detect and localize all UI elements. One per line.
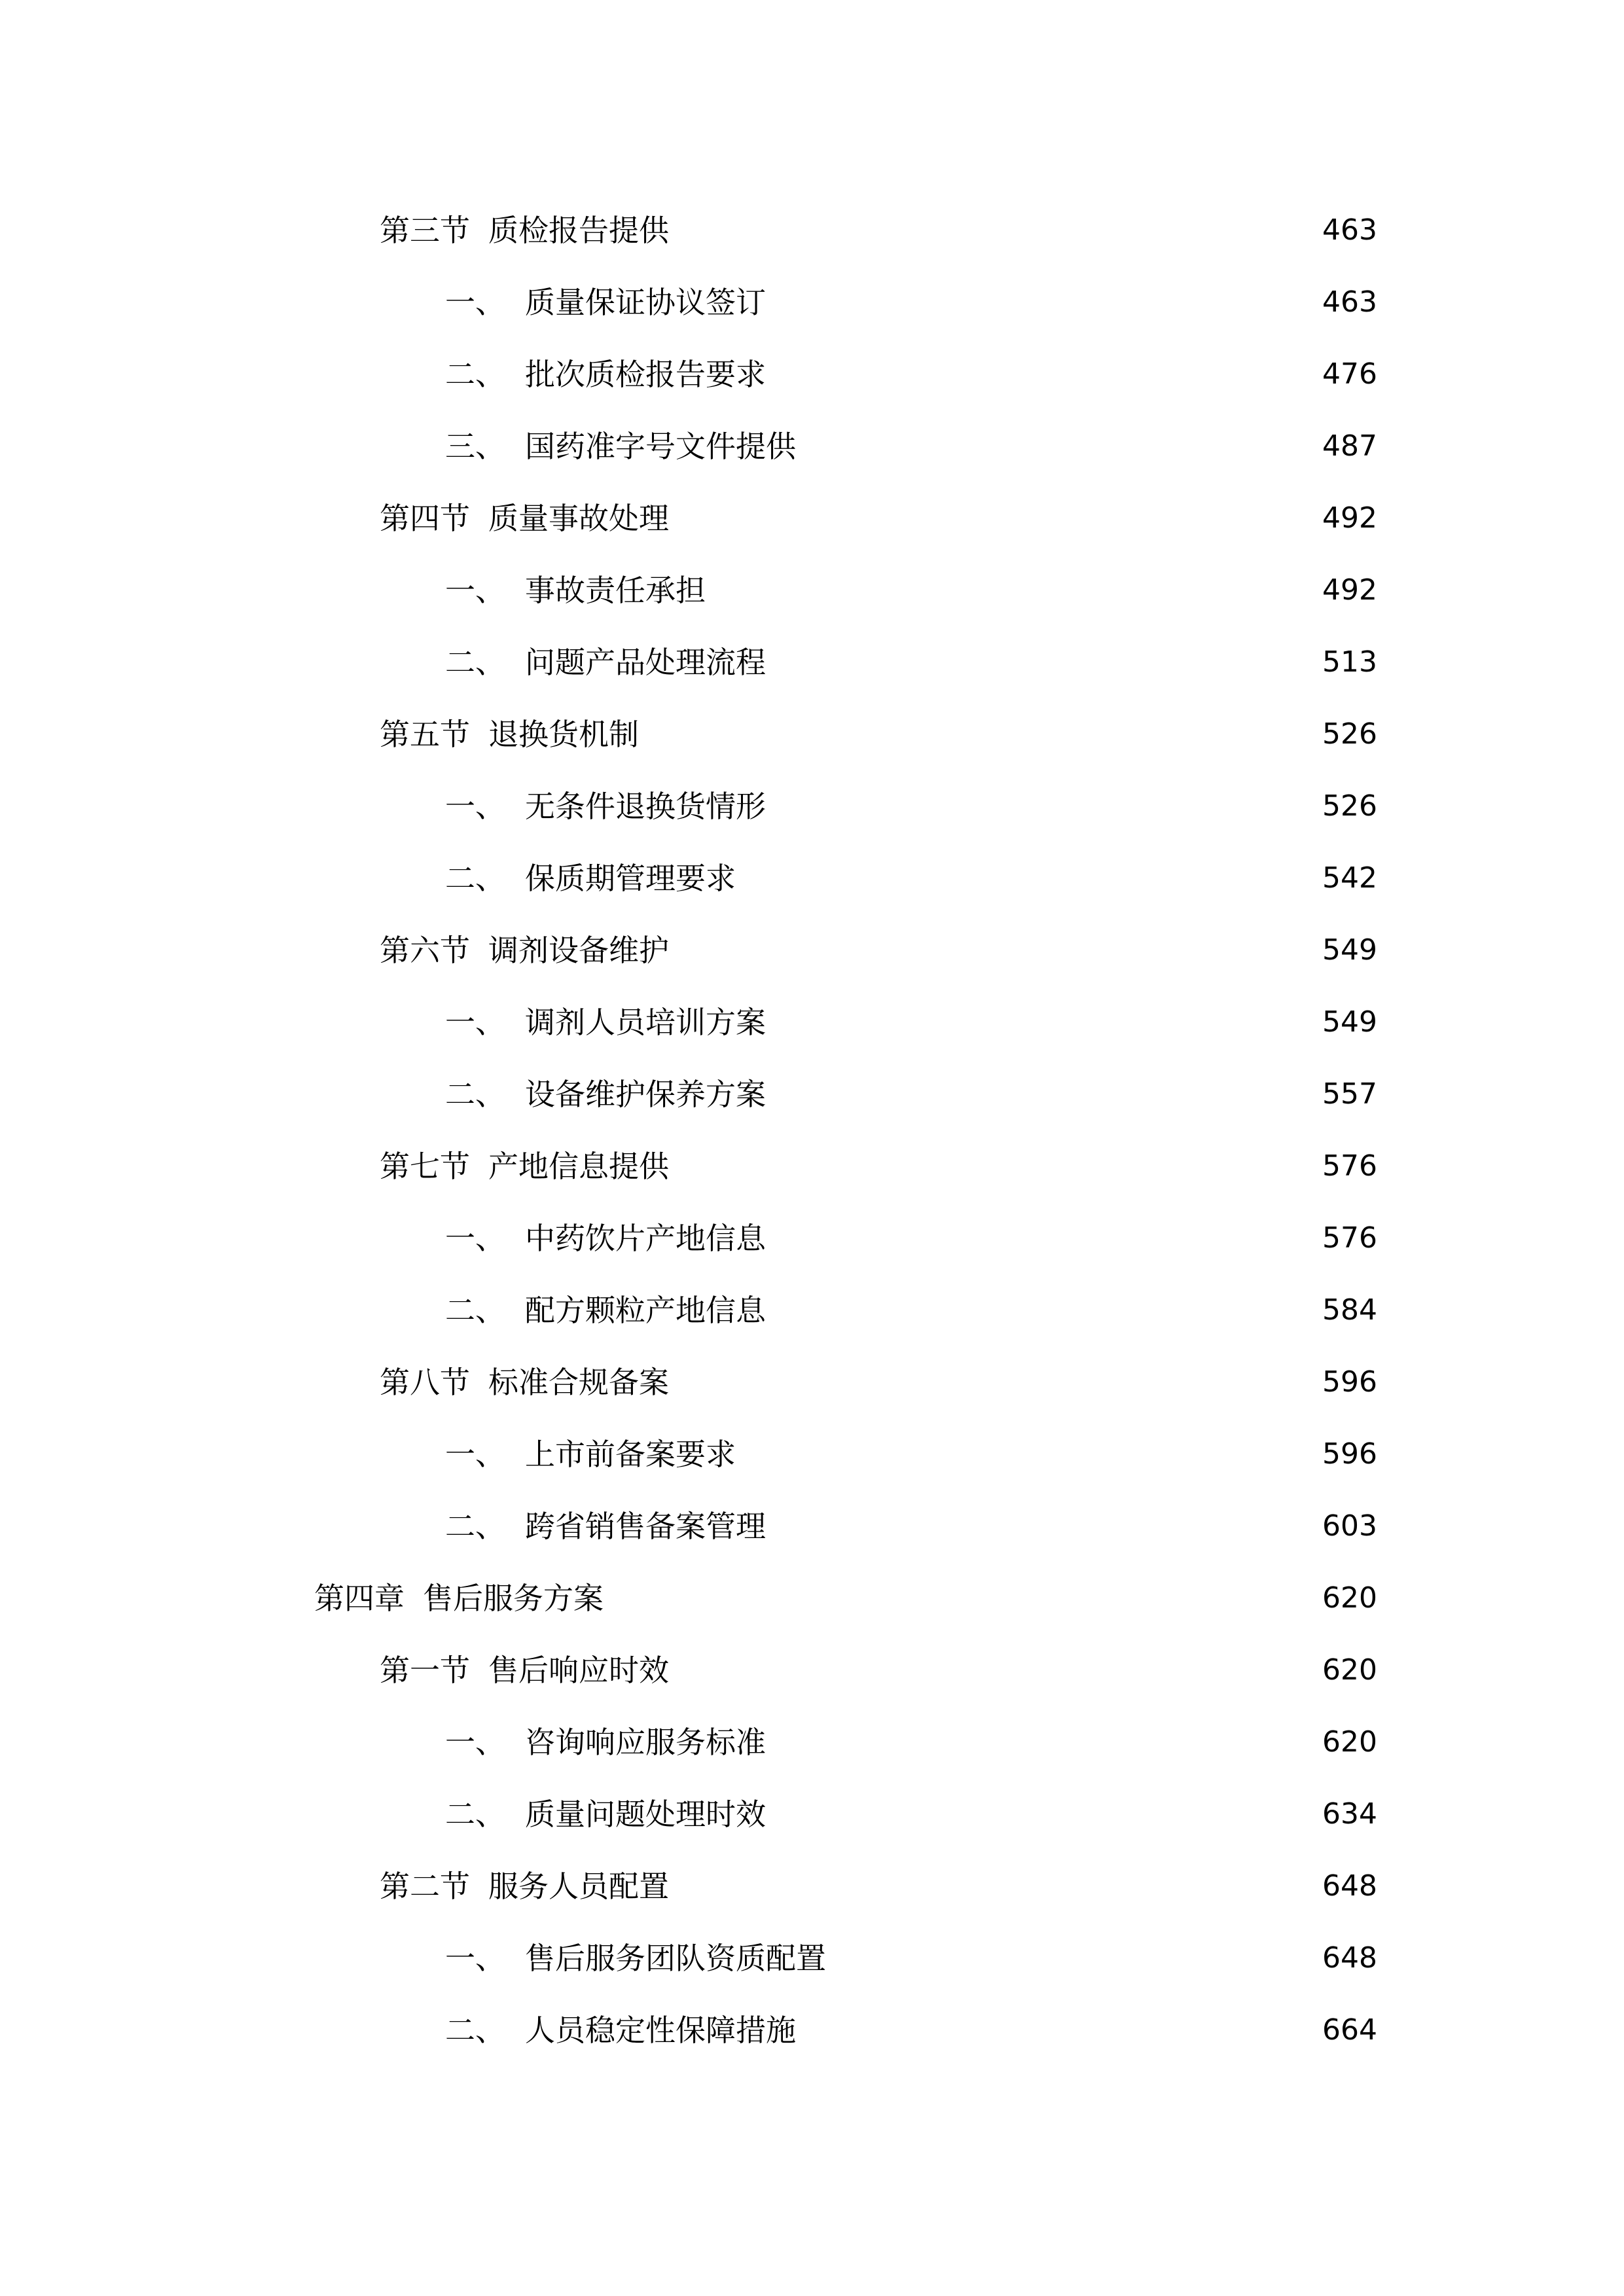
toc-entry-number: 一、 (445, 1437, 505, 1472)
toc-entry-title: 质检报告提供 (488, 213, 669, 248)
toc-entry-page: 648 (1322, 1941, 1377, 1975)
toc-entry-page: 463 (1322, 285, 1377, 319)
table-of-contents (0, 194, 1624, 2066)
dot-leader (778, 355, 1306, 394)
toc-entry-number: 第二节 (380, 1869, 470, 1904)
toc-entry-number: 二、 (445, 1293, 505, 1328)
toc-entry-page: 584 (1322, 1293, 1377, 1327)
dot-leader (778, 1075, 1306, 1114)
toc-entry-number: 二、 (445, 1509, 505, 1544)
toc-entry-title: 批次质检报告要求 (525, 357, 766, 392)
dot-leader (681, 499, 1306, 538)
toc-entry-section[interactable] (0, 194, 1624, 266)
dot-leader (778, 1219, 1306, 1258)
toc-entry-page: 463 (1322, 213, 1377, 247)
toc-entry-page: 526 (1322, 789, 1377, 823)
dot-leader (778, 643, 1306, 682)
toc-entry-page: 549 (1322, 933, 1377, 967)
toc-entry-title: 售后服务团队资质配置 (525, 1941, 826, 1976)
toc-entry-title: 售后响应时效 (488, 1653, 669, 1688)
toc-entry-number: 第七节 (380, 1149, 470, 1184)
toc-entry-title: 上市前备案要求 (525, 1437, 736, 1472)
toc-entry-title: 问题产品处理流程 (525, 645, 766, 680)
toc-entry-title: 调剂设备维护 (488, 933, 669, 968)
toc-entry-number: 第六节 (380, 933, 470, 968)
toc-entry-subsection[interactable] (0, 770, 1624, 842)
toc-entry-section[interactable] (0, 1850, 1624, 1922)
toc-entry-number: 二、 (445, 357, 505, 392)
toc-entry-page: 492 (1322, 501, 1377, 535)
toc-entry-title: 质量保证协议签订 (525, 285, 766, 320)
dot-leader (717, 571, 1306, 610)
toc-entry-page: 542 (1322, 861, 1377, 895)
dot-leader (681, 211, 1306, 250)
toc-entry-subsection[interactable] (0, 986, 1624, 1058)
toc-entry-subsection[interactable] (0, 626, 1624, 698)
dot-leader (615, 1579, 1306, 1618)
dot-leader (681, 1867, 1306, 1906)
toc-entry-section[interactable] (0, 1346, 1624, 1418)
dot-leader (778, 1291, 1306, 1330)
toc-entry-page: 603 (1322, 1509, 1377, 1543)
toc-entry-number: 一、 (445, 1221, 505, 1256)
toc-entry-number: 二、 (445, 2013, 505, 2048)
toc-entry-number: 一、 (445, 1725, 505, 1760)
toc-entry-title: 退换货机制 (488, 717, 639, 752)
toc-entry-number: 三、 (445, 429, 505, 464)
dot-leader (838, 1939, 1306, 1978)
toc-entry-page: 513 (1322, 645, 1377, 679)
toc-entry-subsection[interactable] (0, 410, 1624, 482)
toc-entry-number: 第四节 (380, 501, 470, 536)
toc-entry-page: 620 (1322, 1581, 1377, 1615)
toc-entry-number: 第五节 (380, 717, 470, 752)
toc-entry-number: 二、 (445, 1797, 505, 1832)
dot-leader (748, 1435, 1306, 1474)
toc-entry-number: 第三节 (380, 213, 470, 248)
toc-entry-title: 中药饮片产地信息 (525, 1221, 766, 1256)
toc-entry-page: 648 (1322, 1869, 1377, 1903)
toc-entry-title: 事故责任承担 (525, 573, 706, 608)
toc-entry-subsection[interactable] (0, 1994, 1624, 2066)
toc-entry-page: 576 (1322, 1149, 1377, 1183)
dot-leader (778, 1003, 1306, 1042)
toc-entry-page: 549 (1322, 1005, 1377, 1039)
toc-entry-title: 质量事故处理 (488, 501, 669, 536)
toc-entry-section[interactable] (0, 1130, 1624, 1202)
toc-entry-page: 576 (1322, 1221, 1377, 1255)
toc-entry-title: 无条件退换货情形 (525, 789, 766, 824)
dot-leader (681, 931, 1306, 970)
toc-entry-title: 产地信息提供 (488, 1149, 669, 1184)
toc-entry-title: 调剂人员培训方案 (525, 1005, 766, 1040)
toc-entry-page: 487 (1322, 429, 1377, 463)
toc-entry-section[interactable] (0, 698, 1624, 770)
toc-entry-title: 服务人员配置 (488, 1869, 669, 1904)
dot-leader (778, 787, 1306, 826)
toc-entry-page: 664 (1322, 2013, 1377, 2047)
dot-leader (808, 427, 1306, 466)
toc-entry-page: 557 (1322, 1077, 1377, 1111)
toc-entry-subsection[interactable] (0, 266, 1624, 338)
dot-leader (651, 715, 1306, 754)
toc-entry-section[interactable] (0, 482, 1624, 554)
toc-entry-section[interactable] (0, 1634, 1624, 1706)
dot-leader (808, 2011, 1306, 2050)
dot-leader (778, 1723, 1306, 1762)
toc-entry-subsection[interactable] (0, 1490, 1624, 1562)
toc-entry-number: 第一节 (380, 1653, 470, 1688)
toc-entry-title: 咨询响应服务标准 (525, 1725, 766, 1760)
toc-entry-page: 476 (1322, 357, 1377, 391)
toc-entry-page: 620 (1322, 1653, 1377, 1687)
toc-entry-subsection[interactable] (0, 338, 1624, 410)
toc-entry-chapter[interactable] (0, 1562, 1624, 1634)
toc-entry-number: 二、 (445, 861, 505, 896)
toc-entry-title: 标准合规备案 (488, 1365, 669, 1400)
dot-leader (778, 1507, 1306, 1546)
toc-entry-title: 保质期管理要求 (525, 861, 736, 896)
toc-entry-number: 一、 (445, 285, 505, 320)
toc-entry-subsection[interactable] (0, 1202, 1624, 1274)
toc-entry-number: 一、 (445, 1005, 505, 1040)
toc-entry-page: 620 (1322, 1725, 1377, 1759)
toc-entry-title: 售后服务方案 (423, 1581, 604, 1616)
toc-entry-subsection[interactable] (0, 842, 1624, 914)
toc-entry-page: 596 (1322, 1437, 1377, 1471)
toc-entry-subsection[interactable] (0, 1418, 1624, 1490)
toc-entry-title: 质量问题处理时效 (525, 1797, 766, 1832)
toc-entry-number: 一、 (445, 789, 505, 824)
dot-leader (681, 1363, 1306, 1402)
toc-entry-subsection[interactable] (0, 1922, 1624, 1994)
toc-entry-section[interactable] (0, 914, 1624, 986)
toc-entry-subsection[interactable] (0, 1778, 1624, 1850)
toc-entry-title: 跨省销售备案管理 (525, 1509, 766, 1544)
toc-entry-subsection[interactable] (0, 1706, 1624, 1778)
toc-entry-page: 526 (1322, 717, 1377, 751)
toc-entry-subsection[interactable] (0, 1274, 1624, 1346)
toc-entry-number: 二、 (445, 645, 505, 680)
toc-entry-number: 第四章 (314, 1581, 405, 1616)
toc-entry-title: 设备维护保养方案 (525, 1077, 766, 1112)
toc-entry-title: 人员稳定性保障措施 (525, 2013, 796, 2048)
dot-leader (778, 283, 1306, 322)
toc-entry-page: 492 (1322, 573, 1377, 607)
toc-entry-title: 配方颗粒产地信息 (525, 1293, 766, 1328)
toc-entry-number: 一、 (445, 573, 505, 608)
toc-entry-number: 一、 (445, 1941, 505, 1976)
dot-leader (681, 1651, 1306, 1690)
toc-entry-subsection[interactable] (0, 1058, 1624, 1130)
toc-entry-subsection[interactable] (0, 554, 1624, 626)
toc-entry-page: 596 (1322, 1365, 1377, 1399)
toc-entry-number: 第八节 (380, 1365, 470, 1400)
dot-leader (681, 1147, 1306, 1186)
toc-entry-page: 634 (1322, 1797, 1377, 1831)
toc-entry-number: 二、 (445, 1077, 505, 1112)
dot-leader (778, 1795, 1306, 1834)
toc-entry-title: 国药准字号文件提供 (525, 429, 796, 464)
dot-leader (748, 859, 1306, 898)
